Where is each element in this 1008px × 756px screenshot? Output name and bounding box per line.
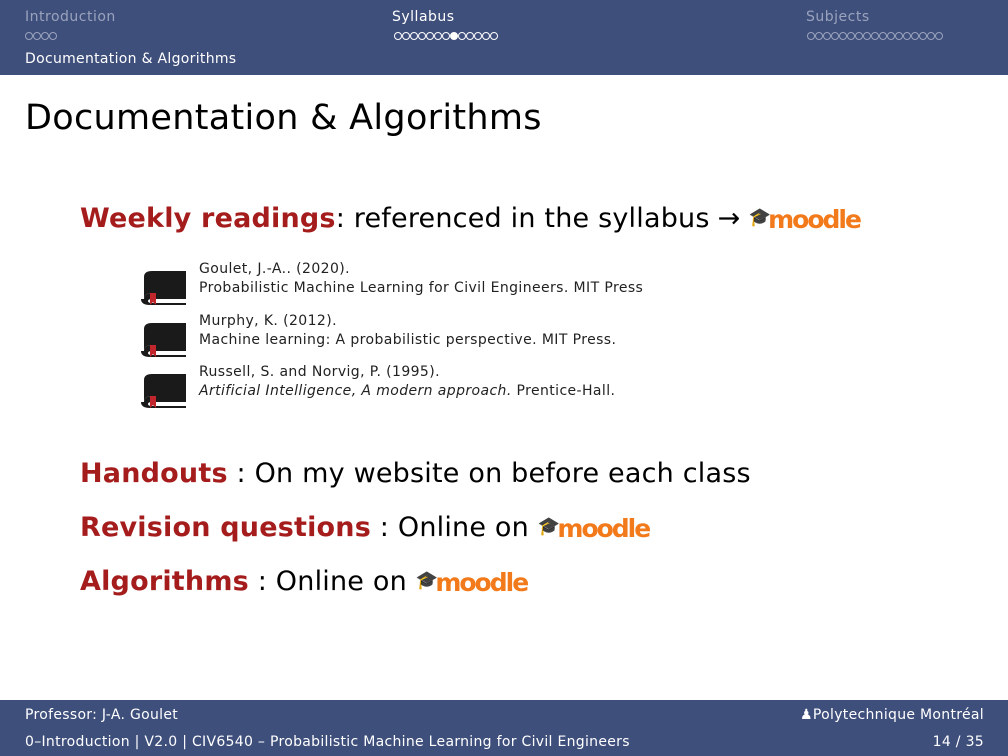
book-icon — [138, 368, 190, 408]
nav-dot[interactable] — [394, 32, 402, 40]
revision-questions-label: Revision questions — [80, 512, 371, 543]
algorithms-label: Algorithms — [80, 566, 249, 597]
graduation-cap-icon: 🎓 — [537, 516, 561, 537]
moodle-logo[interactable]: 🎓 moodle — [537, 514, 650, 543]
moodle-logo[interactable]: 🎓 moodle — [748, 205, 860, 234]
footer-bar — [0, 700, 1008, 756]
nav-dot[interactable] — [482, 32, 490, 40]
graduation-cap-icon: 🎓 — [415, 570, 439, 591]
book-icon — [138, 317, 190, 357]
nav-dot[interactable] — [863, 32, 871, 40]
nav-dot[interactable] — [855, 32, 863, 40]
graduation-cap-icon: 🎓 — [748, 207, 772, 228]
algorithms-text: : Online on — [248, 566, 407, 597]
nav-dot[interactable] — [442, 32, 450, 40]
slide-title: Documentation & Algorithms — [25, 98, 542, 138]
nav-dot[interactable] — [879, 32, 887, 40]
nav-dot[interactable] — [839, 32, 847, 40]
reference-author: Murphy, K. (2012). — [199, 313, 337, 329]
nav-dots-syllabus[interactable] — [394, 32, 498, 40]
weekly-readings-text: : referenced in the syllabus — [335, 203, 710, 234]
polytechnique-logo-icon: ♟ — [800, 707, 813, 723]
reference-author: Goulet, J.-A.. (2020). — [199, 261, 350, 277]
reference-author: Russell, S. and Norvig, P. (1995). — [199, 364, 440, 380]
nav-dot[interactable] — [418, 32, 426, 40]
nav-dot[interactable] — [402, 32, 410, 40]
nav-dot[interactable] — [450, 32, 458, 40]
handouts-text: : On my website on before each class — [227, 458, 751, 489]
nav-dot[interactable] — [807, 32, 815, 40]
reference-title-italic: Artificial Intelligence, A modern approach. — [199, 383, 512, 399]
footer-professor: Professor: J-A. Goulet — [25, 707, 179, 723]
nav-dot[interactable] — [903, 32, 911, 40]
nav-dot[interactable] — [927, 32, 935, 40]
nav-dot[interactable] — [410, 32, 418, 40]
reference-title — [199, 383, 615, 399]
nav-dot[interactable] — [823, 32, 831, 40]
nav-dot[interactable] — [25, 32, 33, 40]
nav-dot[interactable] — [49, 32, 57, 40]
nav-dots-introduction[interactable] — [25, 32, 57, 40]
handouts-label: Handouts — [80, 458, 228, 489]
navigation-header — [0, 0, 1008, 75]
nav-dot[interactable] — [887, 32, 895, 40]
arrow-icon: → — [717, 203, 741, 234]
nav-dot[interactable] — [911, 32, 919, 40]
nav-dot[interactable] — [831, 32, 839, 40]
footer-course: 0–Introduction | V2.0 | CIV6540 – Probabilistic Machine Learning for Civil Engineers — [25, 734, 630, 750]
nav-dot[interactable] — [474, 32, 482, 40]
nav-dot[interactable] — [919, 32, 927, 40]
current-subsection: Documentation & Algorithms — [25, 51, 237, 67]
nav-dot[interactable] — [490, 32, 498, 40]
revision-questions-line — [80, 512, 649, 543]
footer-page-number: 14 / 35 — [932, 734, 984, 750]
reference-title: Machine learning: A probabilistic perspective. MIT Press. — [199, 332, 617, 348]
nav-dot[interactable] — [426, 32, 434, 40]
nav-dot[interactable] — [935, 32, 943, 40]
weekly-readings-line — [80, 203, 860, 234]
nav-dot[interactable] — [466, 32, 474, 40]
nav-dots-subjects[interactable] — [807, 32, 943, 40]
nav-section-syllabus[interactable]: Syllabus — [392, 9, 455, 25]
nav-dot[interactable] — [815, 32, 823, 40]
handouts-line — [80, 458, 751, 489]
footer-institution: ♟Polytechnique Montréal — [800, 707, 984, 723]
nav-section-introduction[interactable]: Introduction — [25, 9, 116, 25]
reference-title: Probabilistic Machine Learning for Civil Engineers. MIT Press — [199, 280, 644, 296]
nav-dot[interactable] — [41, 32, 49, 40]
revision-questions-text: : Online on — [371, 512, 529, 543]
nav-dot[interactable] — [895, 32, 903, 40]
nav-dot[interactable] — [33, 32, 41, 40]
nav-section-subjects[interactable]: Subjects — [806, 9, 870, 25]
moodle-logo[interactable]: 🎓 moodle — [415, 568, 528, 597]
nav-dot[interactable] — [434, 32, 442, 40]
algorithms-line — [80, 566, 527, 597]
nav-dot[interactable] — [847, 32, 855, 40]
reference-publisher: Prentice-Hall. — [511, 383, 616, 399]
nav-dot[interactable] — [458, 32, 466, 40]
book-icon — [138, 265, 190, 305]
weekly-readings-label: Weekly readings — [80, 203, 336, 234]
nav-dot[interactable] — [871, 32, 879, 40]
